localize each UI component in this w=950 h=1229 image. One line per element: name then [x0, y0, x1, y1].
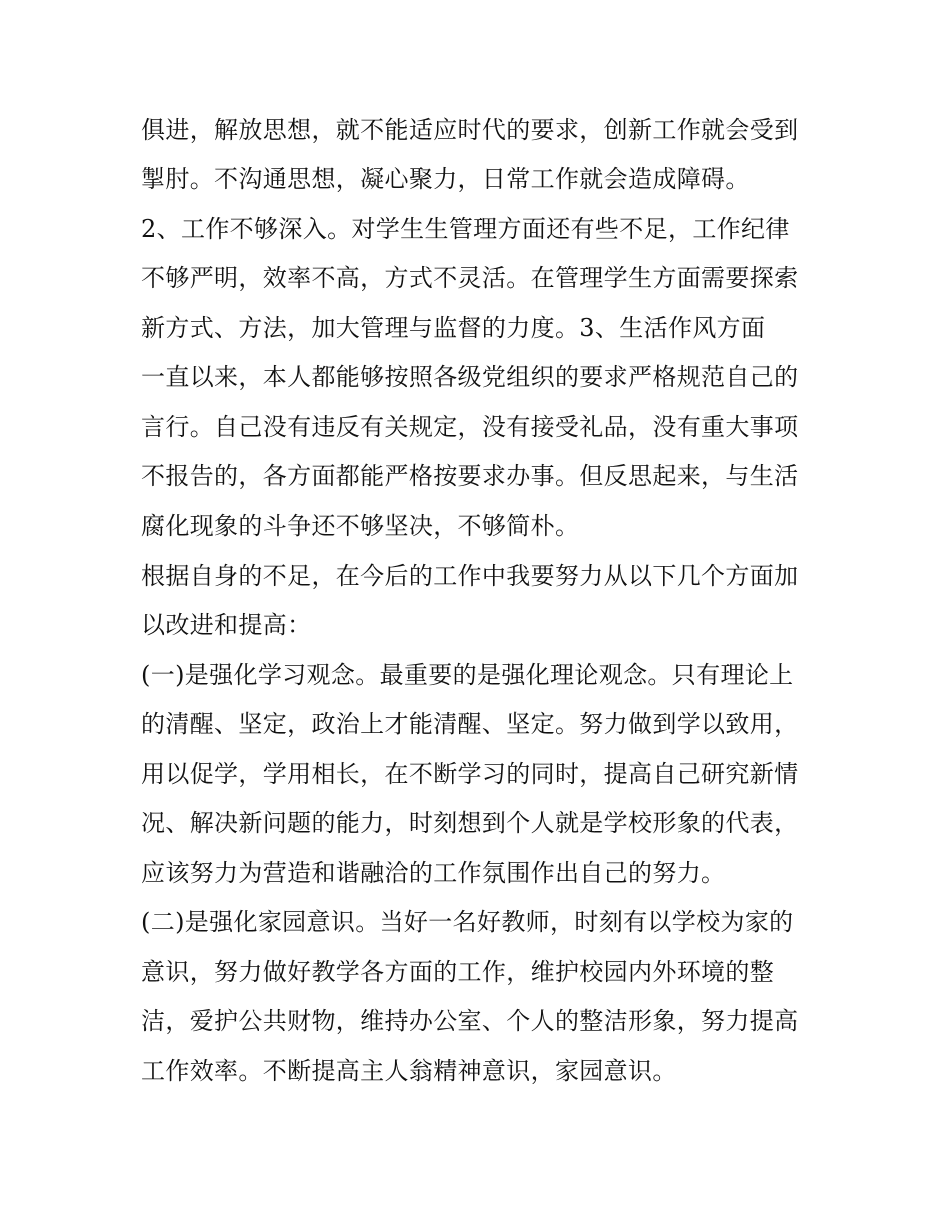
text-line: 的清醒、坚定，政治上才能清醒、坚定。努力做到学以致用，: [141, 710, 799, 738]
text-line: 工作效率。不断提高主人翁精神意识，家园意识。: [141, 1057, 677, 1085]
text-line: 洁，爱护公共财物，维持办公室、个人的整洁形象，努力提高: [141, 1007, 799, 1035]
text-line: 掣肘。不沟通思想，凝心聚力，日常工作就会造成障碍。: [141, 165, 750, 193]
text-line: 新方式、方法，加大管理与监督的力度。3、生活作风方面: [141, 314, 766, 342]
text-line: 言行。自己没有违反有关规定，没有接受礼品，没有重大事项: [141, 413, 799, 441]
text-line: (一)是强化学习观念。最重要的是强化理论观念。只有理论上: [141, 661, 794, 689]
text-line: 应该努力为营造和谐融洽的工作氛围作出自己的努力。: [141, 859, 726, 887]
text-line: 意识，努力做好教学各方面的工作，维护校园内外环境的整: [141, 958, 775, 986]
text-line: 不报告的，各方面都能严格按要求办事。但反思起来，与生活: [141, 462, 799, 490]
text-line: 况、解决新问题的能力，时刻想到个人就是学校形象的代表，: [141, 809, 799, 837]
text-line: (二)是强化家园意识。当好一名好教师，时刻有以学校为家的: [141, 908, 794, 936]
text-line: 不够严明，效率不高，方式不灵活。在管理学生方面需要探索: [141, 264, 799, 292]
text-line: 2、工作不够深入。对学生生管理方面还有些不足，工作纪律: [141, 215, 790, 243]
text-line: 一直以来，本人都能够按照各级党组织的要求严格规范自己的: [141, 363, 799, 391]
text-line: 用以促学，学用相长，在不断学习的同时，提高自己研究新情: [141, 760, 799, 788]
text-line: 腐化现象的斗争还不够坚决，不够简朴。: [141, 512, 580, 540]
text-line: 俱进，解放思想，就不能适应时代的要求，创新工作就会受到: [141, 116, 799, 144]
text-line: 根据自身的不足，在今后的工作中我要努力从以下几个方面加: [141, 562, 799, 590]
text-line: 以改进和提高：: [141, 611, 312, 639]
